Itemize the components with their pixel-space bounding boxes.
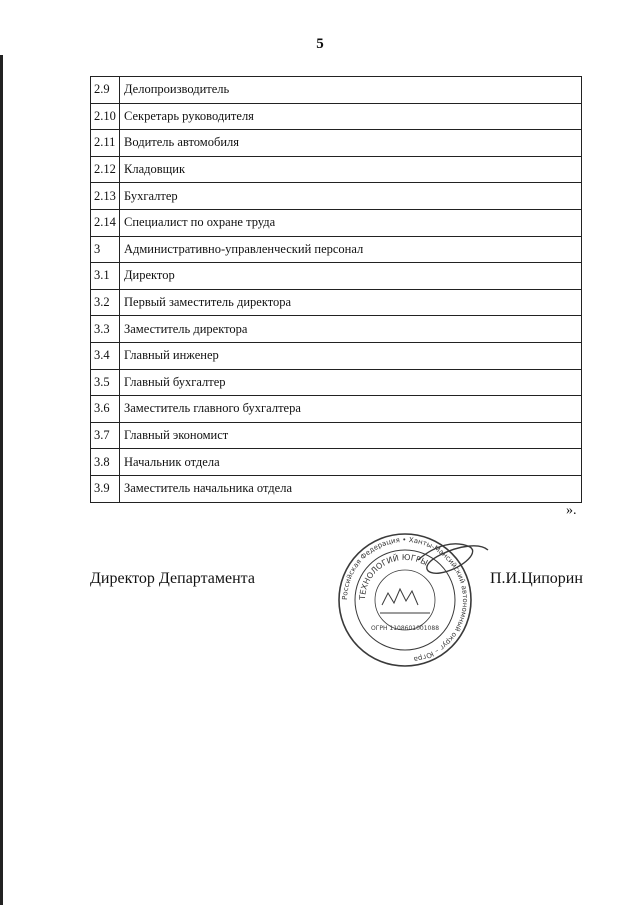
table-row xyxy=(91,236,582,263)
position-title: Секретарь руководителя xyxy=(120,103,582,130)
position-title: Делопроизводитель xyxy=(120,77,582,104)
table-row xyxy=(91,130,582,157)
row-number: 3.4 xyxy=(91,342,120,369)
closing-quote: ». xyxy=(566,503,577,518)
scan-edge xyxy=(0,55,3,905)
table-row xyxy=(91,369,582,396)
table-row xyxy=(91,183,582,210)
row-number: 3.3 xyxy=(91,316,120,343)
positions-table xyxy=(90,76,582,503)
position-title: Главный бухгалтер xyxy=(120,369,582,396)
position-title: Водитель автомобиля xyxy=(120,130,582,157)
table-row xyxy=(91,449,582,476)
page-number: 5 xyxy=(316,36,324,52)
position-title: Заместитель начальника отдела xyxy=(120,475,582,502)
signature-name: П.И.Ципорин xyxy=(490,570,583,587)
row-number: 2.13 xyxy=(91,183,120,210)
row-number: 3.2 xyxy=(91,289,120,316)
position-title: Главный экономист xyxy=(120,422,582,449)
row-number: 3.1 xyxy=(91,263,120,290)
row-number: 3.9 xyxy=(91,475,120,502)
position-title: Начальник отдела xyxy=(120,449,582,476)
position-title: Заместитель директора xyxy=(120,316,582,343)
table-row xyxy=(91,103,582,130)
row-number: 3.6 xyxy=(91,396,120,423)
row-number: 3 xyxy=(91,236,120,263)
table-row xyxy=(91,77,582,104)
row-number: 2.11 xyxy=(91,130,120,157)
row-number: 2.14 xyxy=(91,209,120,236)
position-title: Административно-управленческий персонал xyxy=(120,236,582,263)
table-row xyxy=(91,289,582,316)
svg-text:Российская Федерация • Ханты-М: Российская Федерация • Ханты-Мансийский автономный округ – Югра xyxy=(340,535,470,664)
position-title: Кладовщик xyxy=(120,156,582,183)
row-number: 2.12 xyxy=(91,156,120,183)
svg-text:ТЕХНОЛОГИЙ ЮГРЫ: ТЕХНОЛОГИЙ ЮГРЫ xyxy=(357,552,430,601)
table-row xyxy=(91,342,582,369)
table-row xyxy=(91,422,582,449)
row-number: 3.5 xyxy=(91,369,120,396)
row-number: 3.7 xyxy=(91,422,120,449)
table-row xyxy=(91,209,582,236)
table-row xyxy=(91,316,582,343)
position-title: Директор xyxy=(120,263,582,290)
table-row xyxy=(91,396,582,423)
position-title: Бухгалтер xyxy=(120,183,582,210)
signature-position: Директор Департамента xyxy=(90,570,255,587)
svg-text:ОГРН 1108601001088: ОГРН 1108601001088 xyxy=(370,625,440,632)
position-title: Главный инженер xyxy=(120,342,582,369)
position-title: Заместитель главного бухгалтера xyxy=(120,396,582,423)
table-row xyxy=(91,263,582,290)
position-title: Первый заместитель директора xyxy=(120,289,582,316)
table-row xyxy=(91,156,582,183)
table-row xyxy=(91,475,582,502)
official-seal-stamp xyxy=(320,525,490,675)
position-title: Специалист по охране труда xyxy=(120,209,582,236)
row-number: 2.10 xyxy=(91,103,120,130)
row-number: 3.8 xyxy=(91,449,120,476)
row-number: 2.9 xyxy=(91,77,120,104)
